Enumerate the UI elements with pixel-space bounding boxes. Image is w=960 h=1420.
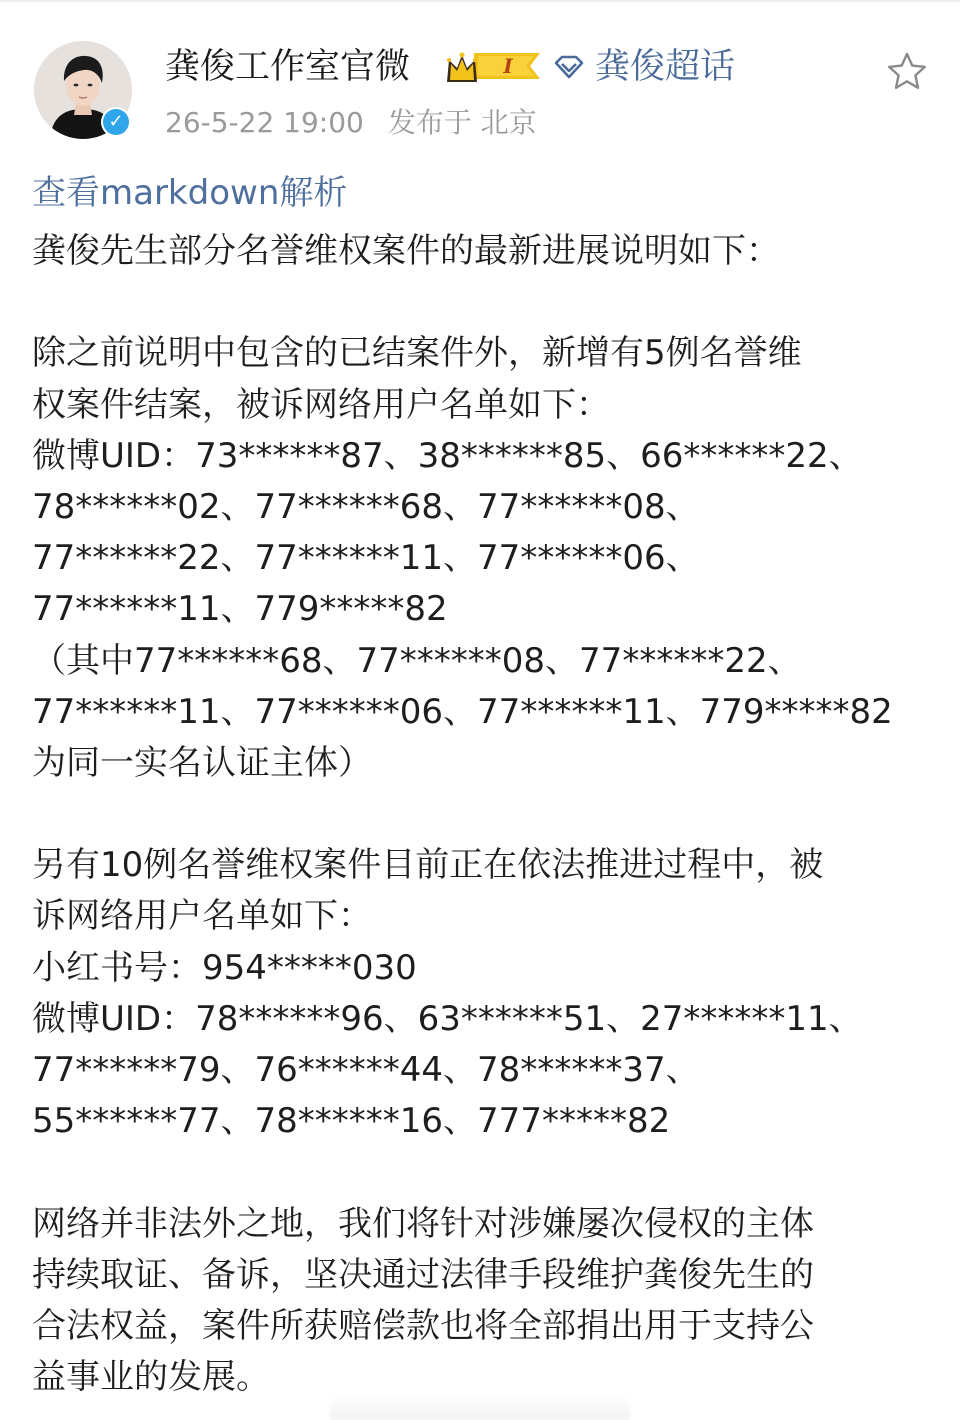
post-line: 网络并非法外之地，我们将针对涉嫌屡次侵权的主体 [32, 1203, 814, 1244]
star-icon[interactable] [885, 50, 929, 94]
post-line: 77******79、76******44、78******37、 [32, 1050, 700, 1090]
post-line: 为同一实名认证主体） [32, 742, 372, 783]
post-line: 益事业的发展。 [32, 1357, 270, 1398]
post-content [32, 226, 932, 1403]
post-line: 合法权益，案件所获赔偿款也将全部捐出用于支持公 [32, 1305, 814, 1346]
blank-line [32, 789, 932, 840]
post-location: 发布于 北京 [387, 106, 537, 139]
markdown-link[interactable]: 查看markdown解析 [32, 173, 348, 213]
post-line: 微博UID：73******87、38******85、66******22、 [32, 435, 863, 476]
post-line: 诉网络用户名单如下： [32, 896, 372, 937]
post-line: 龚俊先生部分名誉维权案件的最新进展说明如下： [32, 231, 780, 271]
bottom-fade [330, 1395, 630, 1420]
post-line: 77******22、77******11、77******06、 [32, 538, 700, 579]
post-line: 持续取证、备诉，坚决通过法律手段维护龚俊先生的 [32, 1254, 814, 1295]
verified-v-icon: ✓ [103, 109, 129, 135]
post-line: （其中77******68、77******08、77******22、 [32, 640, 802, 681]
supertopic-link[interactable] [553, 44, 735, 90]
post-line: 78******02、77******68、77******08、 [32, 486, 700, 527]
post-line: 微博UID：78******96、63******51、27******11、 [32, 998, 863, 1039]
post-line: 77******11、77******06、77******11、779*****82 [32, 691, 893, 732]
supertopic-label: 龚俊超话 [595, 47, 736, 87]
post-line: 权案件结案，被诉网络用户名单如下： [32, 384, 610, 425]
blank-line [32, 277, 932, 328]
top-divider [0, 0, 960, 2]
diamond-icon [553, 54, 585, 80]
post-line: 77******11、779*****82 [32, 589, 448, 630]
badge-level-text: I [503, 54, 513, 78]
blank-line [32, 1147, 932, 1198]
post-line: 55******77、78******16、777*****82 [32, 1101, 671, 1142]
post-line: 小红书号：954*****030 [32, 947, 417, 988]
verified-badge [101, 107, 131, 137]
post-line: 另有10例名誉维权案件目前正在依法推进过程中，被 [32, 845, 824, 886]
post-meta [165, 104, 537, 142]
crown-level-badge-icon[interactable] [444, 46, 544, 86]
post-timestamp: 26-5-22 19:00 [165, 106, 364, 139]
post-line: 除之前说明中包含的已结案件外，新增有5例名誉维 [32, 333, 802, 374]
author-name[interactable]: 龚俊工作室官微 [165, 47, 411, 87]
